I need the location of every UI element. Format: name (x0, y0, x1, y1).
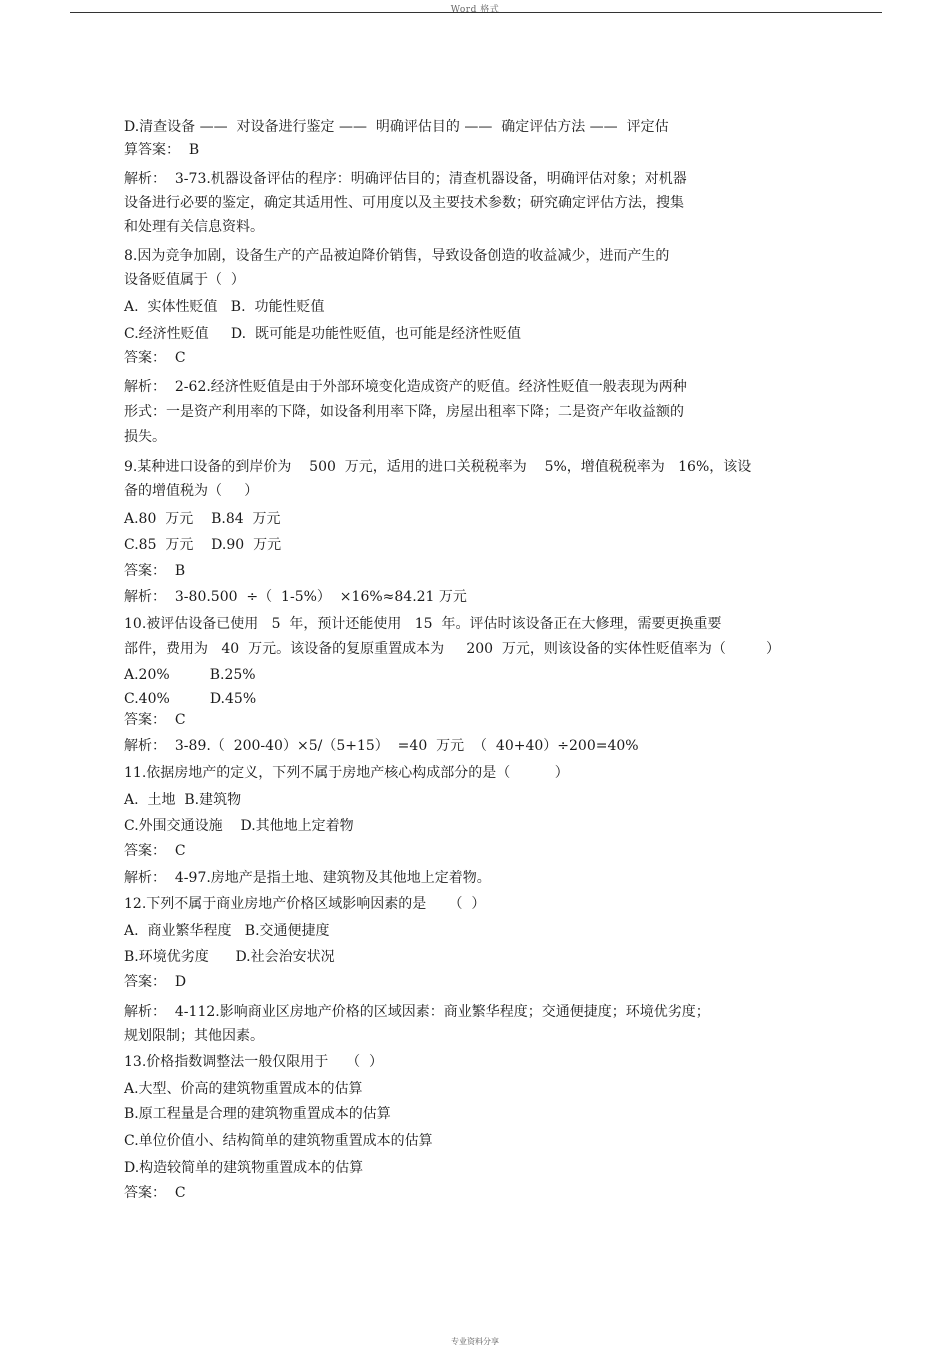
text-line: 答案： C (124, 843, 186, 859)
text-line: A.大型、价高的建筑物重置成本的估算 (124, 1081, 363, 1097)
text-line: C.外围交通设施 D.其他地上定着物 (124, 818, 354, 834)
text-line: 13.价格指数调整法一般仅限用于 （ ） (124, 1054, 383, 1070)
text-line: D.清查设备 —— 对设备进行鉴定 —— 明确评估目的 —— 确定评估方法 —— 评定估 (124, 119, 669, 135)
text-line: 设备贬值属于（ ） (124, 272, 245, 288)
text-line: 设备进行必要的鉴定，确定其适用性、可用度以及主要技术参数；研究确定评估方法，搜集 (124, 195, 684, 211)
text-line: A.80 万元 B.84 万元 (124, 511, 281, 527)
text-line: 损失。 (124, 429, 166, 445)
text-line: 解析： 3-89.（ 200-40）×5/（5+15） =40 万元 （ 40+40）÷200=40% (124, 738, 639, 754)
text-line: C.40% D.45% (124, 691, 257, 707)
text-line: 部件，费用为 40 万元。该设备的复原重置成本为 200 万元，则该设备的实体性贬值率为（ ） (124, 641, 780, 657)
text-line: 解析： 4-97.房地产是指土地、建筑物及其他地上定着物。 (124, 870, 491, 886)
text-line: A. 土地 B.建筑物 (124, 792, 242, 808)
text-line: B.原工程量是合理的建筑物重置成本的估算 (124, 1106, 391, 1122)
text-line: 11.依据房地产的定义，下列不属于房地产核心构成部分的是（ ） (124, 765, 569, 781)
text-line: C.单位价值小、结构简单的建筑物重置成本的估算 (124, 1133, 433, 1149)
text-line: D.构造较简单的建筑物重置成本的估算 (124, 1160, 364, 1176)
text-line: C.85 万元 D.90 万元 (124, 537, 282, 553)
header-rule (70, 12, 882, 13)
text-line: 算答案： B (124, 142, 200, 158)
page-header-label: Word 格式 (450, 5, 500, 15)
text-line: 形式：一是资产利用率的下降，如设备利用率下降，房屋出租率下降；二是资产年收益额的 (124, 404, 684, 420)
text-line: 解析： 3-73.机器设备评估的程序：明确评估目的；清查机器设备，明确评估对象；对机器 (124, 171, 687, 187)
text-line: C.经济性贬值 D. 既可能是功能性贬值，也可能是经济性贬值 (124, 326, 521, 342)
text-line: 答案： D (124, 974, 187, 990)
text-line: 答案： C (124, 350, 186, 366)
text-line: 解析： 3-80.500 ÷（ 1-5%） ×16%≈84.21 万元 (124, 589, 467, 605)
text-line: 解析： 4-112.影响商业区房地产价格的区域因素：商业繁华程度；交通便捷度；环境优劣度； (124, 1004, 710, 1020)
text-line: 备的增值税为（ ） (124, 483, 259, 499)
text-line: 答案： C (124, 712, 186, 728)
text-line: A. 商业繁华程度 B.交通便捷度 (124, 923, 330, 939)
text-line: A.20% B.25% (124, 667, 256, 683)
text-line: 规划限制；其他因素。 (124, 1028, 264, 1044)
text-line: B.环境优劣度 D.社会治安状况 (124, 949, 335, 965)
text-line: 8.因为竞争加剧，设备生产的产品被迫降价销售，导致设备创造的收益减少，进而产生的 (124, 248, 670, 264)
text-line: 解析： 2-62.经济性贬值是由于外部环境变化造成资产的贬值。经济性贬值一般表现为两种 (124, 379, 687, 395)
text-line: A. 实体性贬值 B. 功能性贬值 (124, 299, 325, 315)
text-line: 答案： C (124, 1185, 186, 1201)
text-line: 10.被评估设备已使用 5 年，预计还能使用 15 年。评估时该设备正在大修理，需要更换重要 (124, 616, 722, 632)
text-line: 和处理有关信息资料。 (124, 219, 264, 235)
text-line: 12.下列不属于商业房地产价格区域影响因素的是 （ ） (124, 896, 486, 912)
text-line: 答案： B (124, 563, 186, 579)
page-footer-label: 专业资料分享 (451, 1337, 499, 1346)
text-line: 9.某种进口设备的到岸价为 500 万元，适用的进口关税税率为 5%，增值税税率为 16%，该设 (124, 459, 752, 475)
